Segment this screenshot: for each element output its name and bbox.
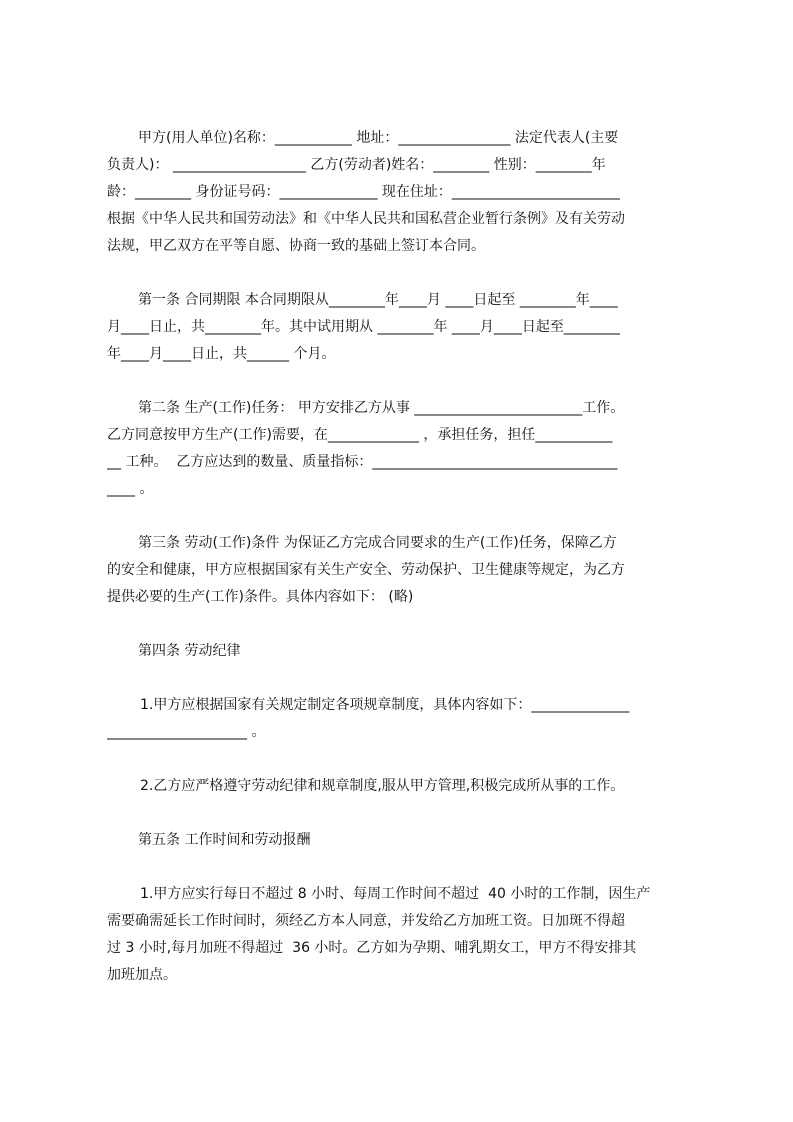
text-line: 提供必要的生产(工作)条件。具体内容如下： (略) (107, 589, 414, 605)
text-line: __ 工种。 乙方应达到的数量、质量指标：___________________________________ (107, 454, 618, 470)
text-line: 1.甲方应实行每日不超过 8 小时、每周工作时间不超过 40 小时的工作制，因生产 (140, 886, 651, 902)
article-5-title: 第五条 工作时间和劳动报酬 (138, 832, 311, 848)
text-line: ____ 。 (107, 481, 154, 497)
text-line: 根据《中华人民共和国劳动法》和《中华人民共和国私营企业暂行条例》及有关劳动 (107, 211, 625, 227)
text-line: 过 3 小时,每月加班不得超过 36 小时。乙方如为孕期、哺乳期女工，甲方不得安排其 (107, 940, 637, 956)
text-line: 甲方(用人单位)名称：___________ 地址：________________ 法定代表人(主要 (138, 130, 619, 146)
text-line: 年____月____日止，共______ 个月。 (107, 346, 336, 362)
text-line: 第二条 生产(工作)任务： 甲方安排乙方从事 ________________________工作。 (138, 400, 625, 416)
text-line: 乙方同意按甲方生产(工作)需要，在_____________ ，承担任务，担任___________ (107, 427, 613, 443)
text-line: 第三条 劳动(工作)条件 为保证乙方完成合同要求的生产(工作)任务，保障乙方 (138, 535, 617, 551)
article-4-title: 第四条 劳动纪律 (138, 643, 241, 659)
text-line: 1.甲方应根据国家有关规定制定各项规章制度，具体内容如下：______________ (140, 697, 630, 713)
text-line: 龄：________ 身份证号码：______________ 现在住址：________________________ (107, 184, 620, 200)
text-line: ____________________ 。 (107, 724, 266, 740)
text-line: 法规，甲乙双方在平等自愿、协商一致的基础上签订本合同。 (107, 238, 485, 254)
text-line: 的安全和健康，甲方应根据国家有关生产安全、劳动保护、卫生健康等规定，为乙方 (107, 562, 625, 578)
text-line: 需要确需延长工作时间时，须经乙方本人同意，并发给乙方加班工资。日加斑不得超 (107, 913, 625, 929)
text-line: 月____日止，共________年。其中试用期从 ________年 ____月____日起至________ (107, 319, 620, 335)
article-4-item-2: 2.乙方应严格遵守劳动纪律和规章制度,服从甲方管理,积极完成所从事的工作。 (140, 778, 625, 794)
text-line: 加班加点。 (107, 967, 177, 983)
text-line: 第一条 合同期限 本合同期限从________年____月 ____日起至 ________年____ (138, 292, 618, 308)
text-line: 负责人)： ___________________ 乙方(劳动者)姓名：________ 性别：________年 (107, 157, 606, 173)
